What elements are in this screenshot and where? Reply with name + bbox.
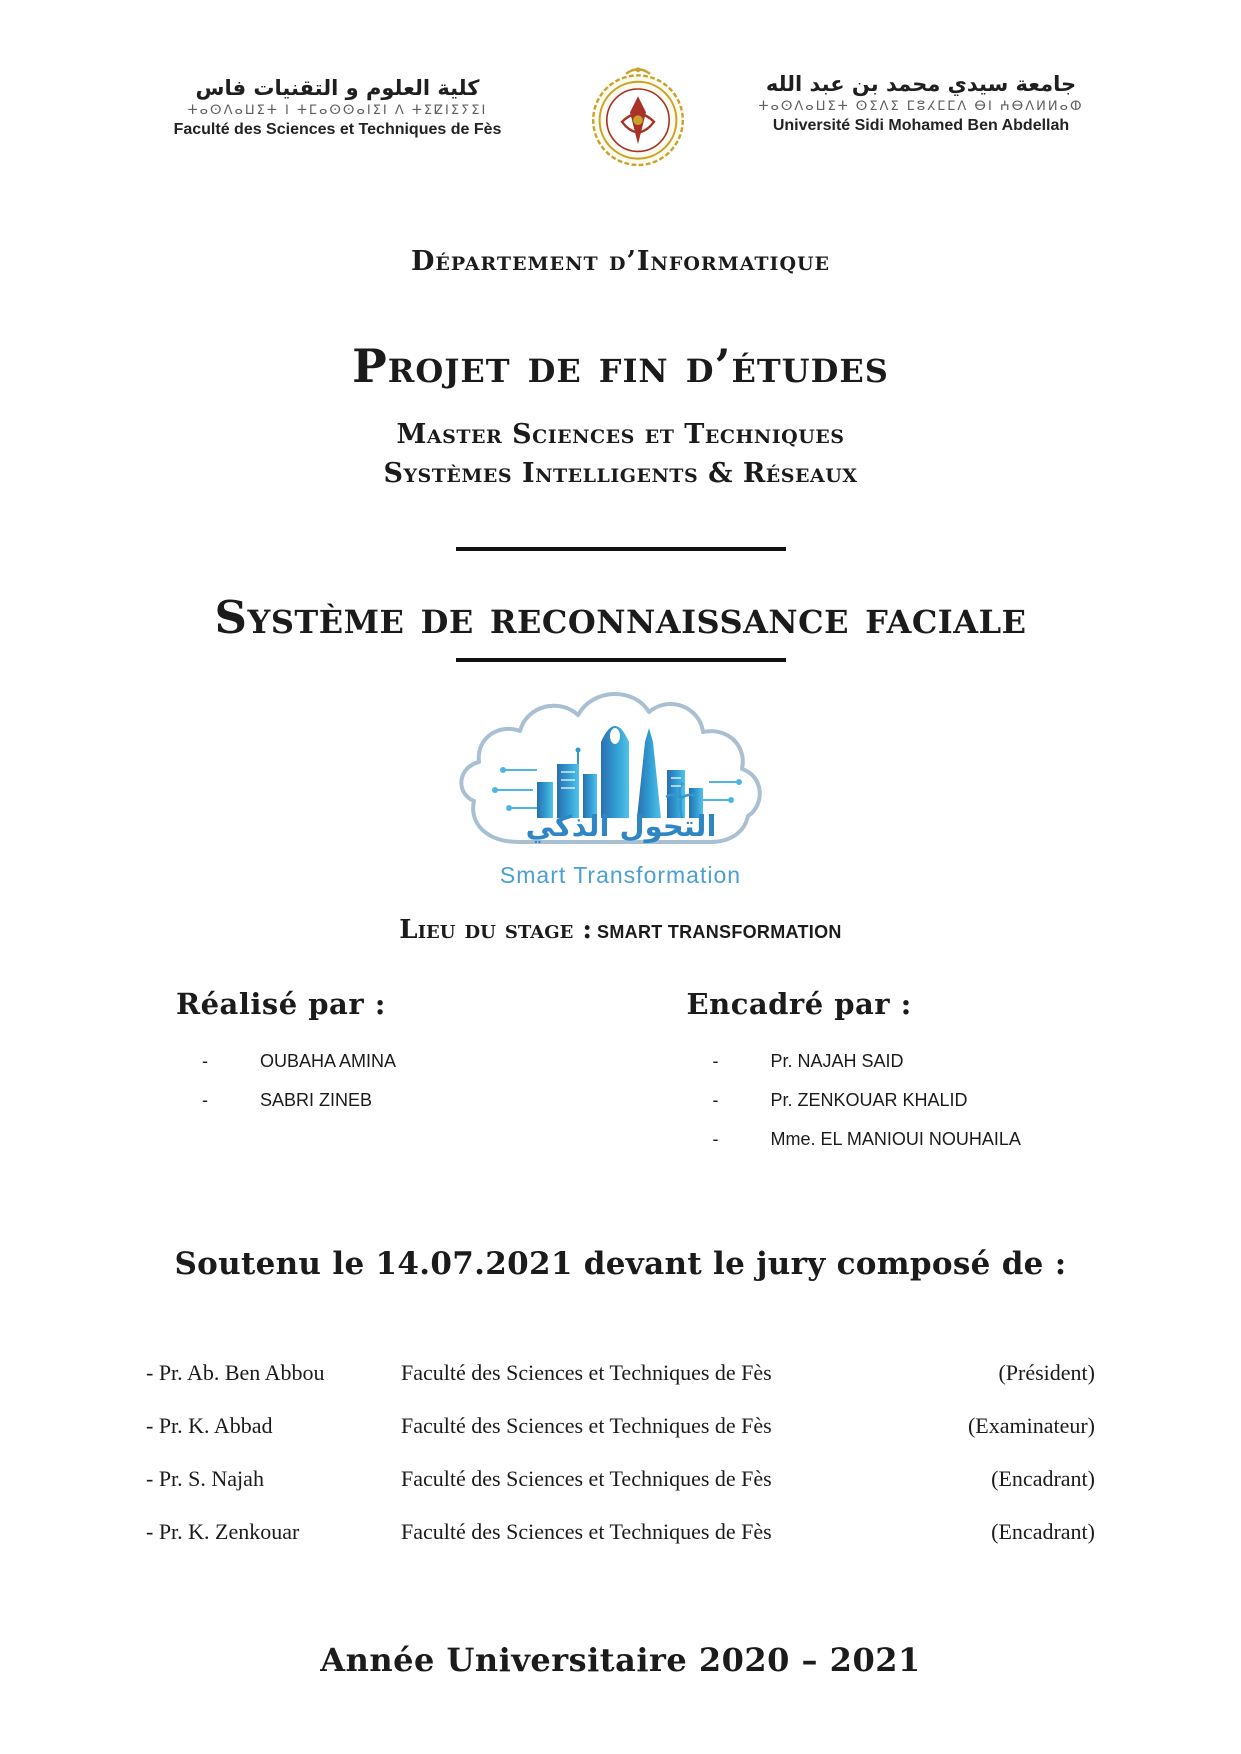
jury-member-affiliation: Faculté des Sciences et Techniques de Fès (401, 1466, 772, 1491)
jury-member-affiliation: Faculté des Sciences et Techniques de Fès (401, 1519, 772, 1544)
project-title: Système de reconnaissance faciale (214, 591, 1027, 644)
supervisor-item (687, 1129, 1102, 1150)
logo-caption-text: Smart Transformation (499, 862, 742, 888)
jury-table (140, 1360, 1101, 1545)
divider-rule-top (456, 547, 786, 551)
speciality-subtitle: Systèmes Intelligents & Réseaux (383, 458, 858, 489)
faculty-block (140, 62, 535, 139)
university-tifinagh-text: ⵜⴰⵙⴷⴰⵡⵉⵜ ⵙⵉⴷⵉ ⵎⵓⵃⵎⵎⴷ ⴱⵏ ⵄⴱⴷⵍⵍⴰⵀ (758, 99, 1084, 114)
authors-heading: Réalisé par : (176, 987, 386, 1021)
academic-year-footer: Année Universitaire 2020 – 2021 (320, 1641, 921, 1679)
supervisors-section (621, 987, 1102, 1168)
jury-member-affiliation: Faculté des Sciences et Techniques de Fès (401, 1360, 772, 1385)
department-title: Département d’Informatique (410, 246, 831, 277)
supervisor-name: - Mme. EL MANIOUI NOUHAILA (770, 1129, 1021, 1149)
jury-member-role: (Encadrant) (991, 1519, 1095, 1544)
divider-rule-bottom (456, 658, 786, 662)
jury-member-name: - Pr. S. Najah (146, 1466, 264, 1491)
internship-line (140, 915, 1101, 945)
supervisors-list (687, 1051, 1102, 1150)
jury-member-affiliation: Faculté des Sciences et Techniques de Fès (401, 1413, 772, 1438)
jury-member-name: - Pr. K. Abbad (146, 1413, 273, 1438)
authors-list (176, 1051, 621, 1111)
jury-member-name: - Pr. Ab. Ben Abbou (146, 1360, 325, 1385)
internship-company: SMART TRANSFORMATION (597, 922, 842, 942)
university-block (741, 62, 1101, 135)
authors-section (140, 987, 621, 1168)
faculty-name-text: Faculté des Sciences et Techniques de Fès (173, 121, 502, 138)
degree-subtitle: Master Sciences et Techniques (396, 419, 845, 450)
company-logo-block (140, 670, 1101, 889)
faculty-arabic-text: كلية العلوم و التقنيات فاس (195, 76, 480, 100)
jury-member-role: (Examinateur) (967, 1413, 1095, 1438)
jury-heading: Soutenu le 14.07.2021 devant le jury composé de : (174, 1246, 1067, 1282)
supervisors-heading: Encadré par : (686, 987, 912, 1021)
jury-member-role: (Président) (998, 1360, 1095, 1385)
university-name-text: Université Sidi Mohamed Ben Abdellah (772, 117, 1070, 134)
university-arabic-text: جامعة سيدي محمد بن عبد الله (765, 72, 1077, 96)
internship-label: Lieu du stage : (399, 915, 592, 945)
institution-header (140, 62, 1101, 174)
author-name: - OUBAHA AMINA (260, 1051, 397, 1071)
logo-arabic-text: التحول الذكي (525, 809, 716, 843)
supervisor-name: - Pr. NAJAH SAID (770, 1051, 904, 1071)
supervisor-item (687, 1051, 1102, 1072)
author-item (176, 1090, 621, 1111)
author-item (176, 1051, 621, 1072)
people-section (140, 987, 1101, 1168)
report-type-title: Projet de fin d’études (352, 339, 889, 393)
jury-member-name: - Pr. K. Zenkouar (146, 1519, 300, 1544)
supervisor-name: - Pr. ZENKOUAR KHALID (770, 1090, 968, 1110)
faculty-tifinagh-text: ⵜⴰⵙⴷⴰⵡⵉⵜ ⵏ ⵜⵎⴰⵙⵙⴰⵏⵉⵏ ⴷ ⵜⵉⵇⵏⵉⵢⵉⵏ (187, 103, 488, 118)
university-seal-icon (590, 64, 686, 174)
smart-transformation-logo-icon (441, 670, 801, 856)
jury-member-role: (Encadrant) (991, 1466, 1095, 1491)
author-name: - SABRI ZINEB (260, 1090, 373, 1110)
supervisor-item (687, 1090, 1102, 1111)
